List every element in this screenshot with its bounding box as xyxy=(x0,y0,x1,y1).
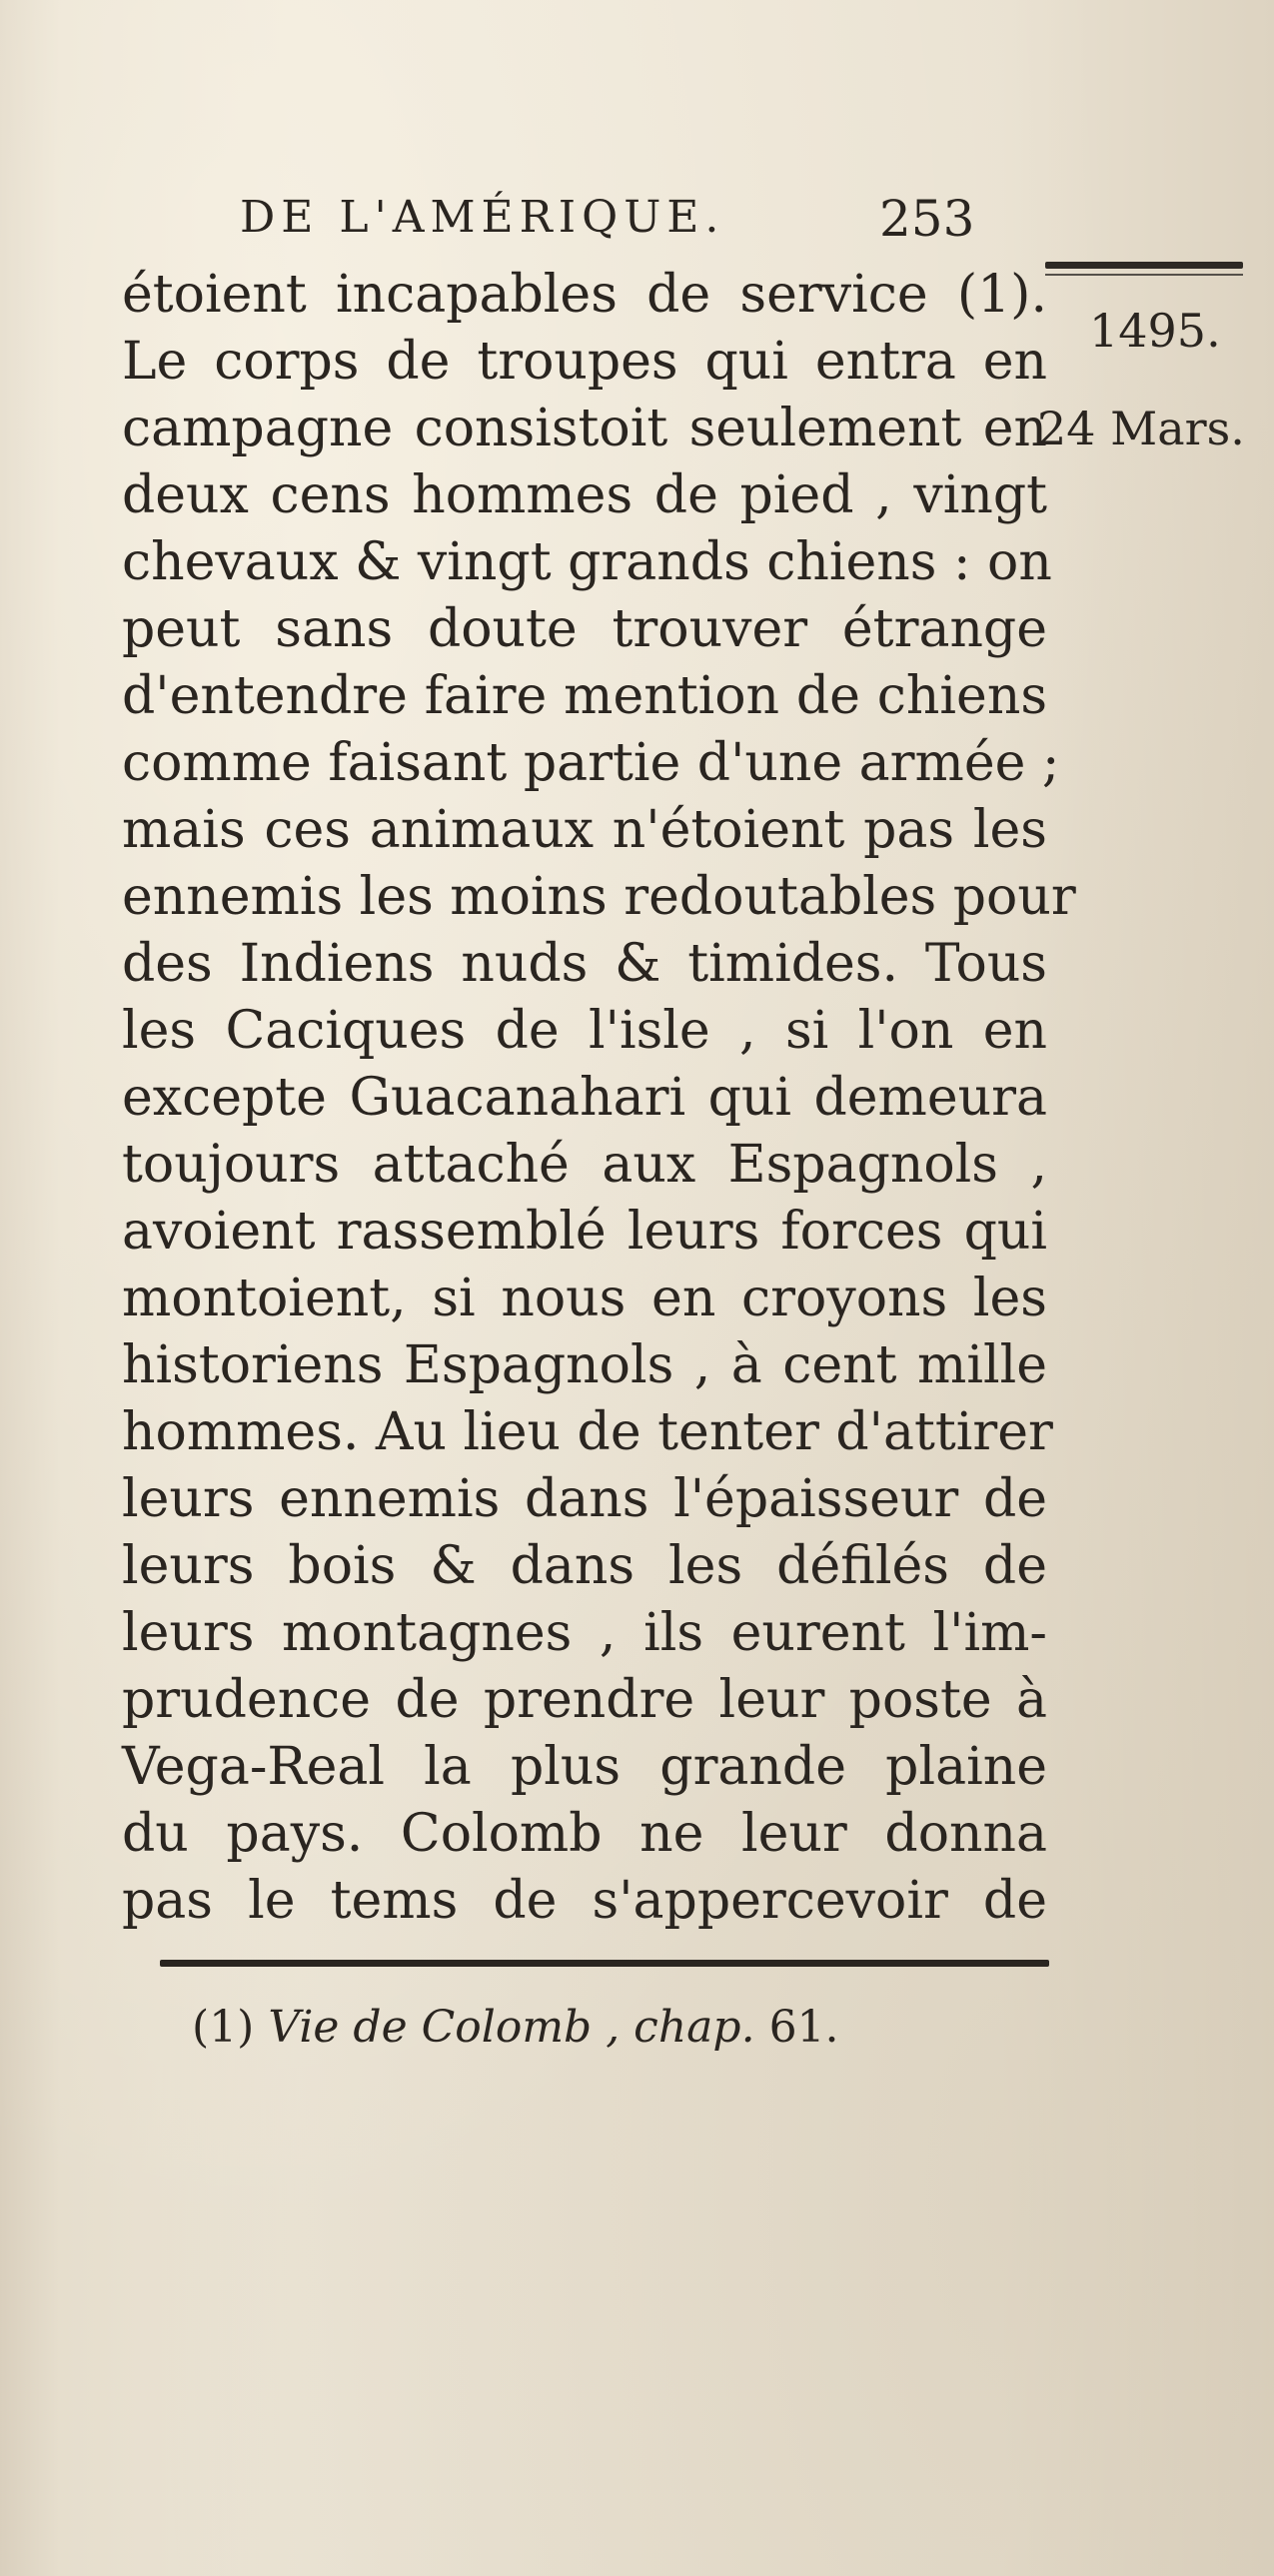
margin-rule xyxy=(1045,262,1243,269)
margin-note-date: 24 Mars. xyxy=(1037,402,1245,455)
margin-rule-thin xyxy=(1045,274,1243,276)
text-line: du pays. Colomb ne leur donna xyxy=(122,1804,1047,1864)
text-line: deux cens hommes de pied , vingt xyxy=(122,465,1047,525)
text-line: peut sans doute trouver étrange xyxy=(122,599,1047,659)
text-line: comme faisant partie d'une armée ; xyxy=(122,733,1060,793)
text-line: Le corps de troupes qui entra en xyxy=(122,332,1047,392)
text-line: historiens Espagnols , à cent mille xyxy=(122,1335,1047,1395)
text-line: étoient incapables de service (1). xyxy=(122,265,1047,325)
footnote xyxy=(192,2002,839,2053)
text-line: les Caciques de l'isle , si l'on en xyxy=(122,1001,1047,1061)
text-line: leurs ennemis dans l'épaisseur de xyxy=(122,1469,1047,1529)
text-line: toujours attaché aux Espagnols , xyxy=(122,1135,1047,1195)
text-line: excepte Guacanahari qui demeura xyxy=(122,1068,1047,1128)
text-line: Vega-Real la plus grande plaine xyxy=(122,1737,1047,1797)
text-line: hommes. Au lieu de tenter d'attirer xyxy=(122,1402,1053,1462)
text-line: montoient, si nous en croyons les xyxy=(122,1269,1047,1328)
text-line: leurs montagnes , ils eurent l'im- xyxy=(122,1603,1047,1663)
footnote-marker: (1) xyxy=(192,2002,255,2053)
text-line: prudence de prendre leur poste à xyxy=(122,1670,1047,1730)
page-header xyxy=(240,192,1039,252)
footnote-number: 61. xyxy=(768,2002,839,2053)
margin-note-year: 1495. xyxy=(1089,304,1221,358)
text-line: chevaux & vingt grands chiens : on xyxy=(122,532,1052,592)
text-line: leurs bois & dans les défilés de xyxy=(122,1536,1047,1596)
text-line: mais ces animaux n'étoient pas les xyxy=(122,800,1047,860)
footnote-rule xyxy=(160,1960,1049,1967)
text-line: des Indiens nuds & timides. Tous xyxy=(122,934,1047,994)
running-head: DE L'AMÉRIQUE. xyxy=(240,192,725,243)
text-line: pas le tems de s'appercevoir de xyxy=(122,1871,1047,1931)
text-line: avoient rassemblé leurs forces qui xyxy=(122,1202,1047,1262)
footnote-work: Vie de Colomb , chap. xyxy=(268,2002,755,2053)
text-line: ennemis les moins redoutables pour xyxy=(122,867,1076,927)
page-number: 253 xyxy=(879,190,975,248)
text-line: d'entendre faire mention de chiens xyxy=(122,666,1047,726)
text-line: campagne consistoit seulement en xyxy=(122,399,1047,458)
body-text xyxy=(122,262,1076,1935)
